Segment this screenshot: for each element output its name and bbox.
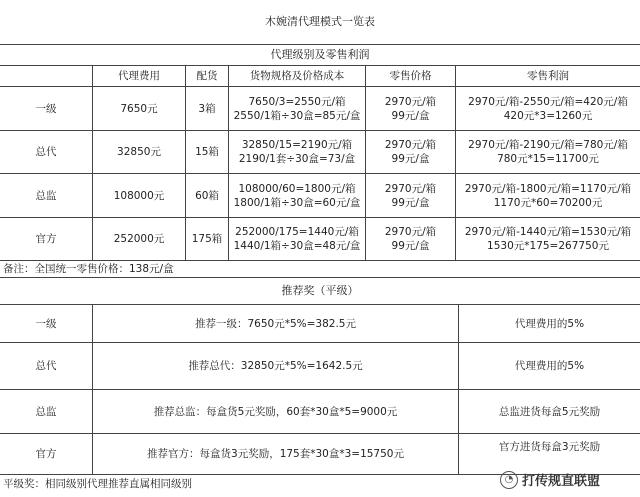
row-price-line: 2970元/箱 <box>384 182 437 195</box>
row-price-line: 2970元/箱 <box>384 226 437 238</box>
section2-title: 推荐奖（平级） <box>281 284 359 297</box>
watermark-text: 打传规直联盟 <box>522 474 601 489</box>
bonus-formula: 推荐一级：7650元*5%=382.5元 <box>195 317 356 330</box>
grid-line <box>0 65 640 66</box>
grid-line <box>365 65 366 260</box>
row-price-line: 99元/盒 <box>391 240 430 252</box>
row-profit-line: 1530元*175=267750元 <box>487 240 609 252</box>
grid-line <box>455 65 456 260</box>
row-profit-line: 420元*3=1260元 <box>503 109 593 122</box>
row-level: 一级 <box>35 102 57 115</box>
row-price-line: 2970元/箱 <box>384 139 437 151</box>
grid-line <box>0 44 640 45</box>
bonus-level: 总代 <box>35 360 57 372</box>
row-cost <box>229 87 365 130</box>
row-stock: 3箱 <box>198 102 216 115</box>
grid-line <box>0 277 640 278</box>
row-fee: 32850元 <box>117 146 161 158</box>
row-price <box>366 87 455 130</box>
bonus-desc: 官方进货每盒3元奖励 <box>498 441 601 453</box>
row-cost-line: 1800/1箱÷30盒=60元/盒 <box>233 196 361 209</box>
row-cost-line: 1440/1箱÷30盒=48元/盒 <box>233 240 361 252</box>
row-cost-line: 108000/60=1800元/箱 <box>238 182 356 195</box>
row-stock: 15箱 <box>195 146 219 158</box>
row-cost-line: 7650/3=2550元/箱 <box>248 95 346 108</box>
row-profit-line: 780元*15=11700元 <box>497 153 599 165</box>
row-fee: 108000元 <box>113 189 165 202</box>
table-title: 木婉清代理模式一览表 <box>265 15 375 28</box>
grid-line <box>92 65 93 260</box>
grid-line <box>0 130 640 131</box>
grid-line <box>0 389 640 390</box>
row-price-line: 99元/盒 <box>391 153 430 165</box>
row-cost-line: 2550/1箱÷30盒=85元/盒 <box>233 109 361 122</box>
bonus-level: 官方 <box>35 448 57 460</box>
retail-price-note: 备注：全国统一零售价格：138元/盒 <box>3 263 174 275</box>
grid-line <box>0 173 640 174</box>
row-price <box>366 131 455 173</box>
header-stock: 配货 <box>196 70 218 82</box>
row-cost <box>229 131 365 173</box>
bonus-desc: 总监进货每盒5元奖励 <box>498 405 601 418</box>
chat-bubble-icon: ◔ <box>500 471 518 489</box>
grid-line <box>92 304 93 474</box>
bonus-formula: 推荐官方：每盒货3元奖励，175套*30盒*3=15750元 <box>147 448 404 460</box>
header-fee: 代理费用 <box>118 70 160 82</box>
row-profit <box>456 131 640 173</box>
row-price <box>366 174 455 217</box>
row-price <box>366 218 455 260</box>
row-profit-line: 1170元*60=70200元 <box>493 196 603 209</box>
row-profit-line: 2970元/箱-1800元/箱=1170元/箱 <box>464 182 632 195</box>
header-cost: 货物规格及价格成本 <box>249 70 345 82</box>
grid-line <box>0 342 640 343</box>
grid-line <box>0 260 640 261</box>
row-cost <box>229 174 365 217</box>
header-profit: 零售利润 <box>527 70 569 82</box>
row-stock: 60箱 <box>195 189 219 202</box>
row-price-line: 2970元/箱 <box>384 95 437 108</box>
watermark <box>500 470 600 489</box>
bonus-level: 一级 <box>35 317 57 330</box>
bonus-desc: 代理费用的5% <box>514 317 585 330</box>
bonus-level: 总监 <box>35 405 57 418</box>
row-profit-line: 2970元/箱-2550元/箱=420元/箱 <box>468 95 628 108</box>
peer-bonus-note: 平级奖：相同级别代理推荐直属相同级别 <box>3 478 192 490</box>
row-price-line: 99元/盒 <box>391 109 430 122</box>
row-level: 总监 <box>35 189 57 202</box>
grid-line <box>458 304 459 474</box>
grid-line <box>185 65 186 260</box>
grid-line <box>0 304 640 305</box>
row-fee: 252000元 <box>113 233 165 245</box>
row-profit <box>456 218 640 260</box>
bonus-formula: 推荐总代：32850元*5%=1642.5元 <box>188 360 363 372</box>
row-cost-line: 252000/175=1440元/箱 <box>235 226 359 238</box>
row-fee: 7650元 <box>120 102 158 115</box>
row-price-line: 99元/盒 <box>391 196 430 209</box>
row-level: 官方 <box>35 233 57 245</box>
grid-line <box>0 86 640 87</box>
bonus-formula: 推荐总监：每盒货5元奖励，60套*30盒*5=9000元 <box>153 405 398 418</box>
row-profit <box>456 174 640 217</box>
bonus-desc: 代理费用的5% <box>514 360 585 372</box>
grid-line <box>0 217 640 218</box>
row-profit-line: 2970元/箱-2190元/箱=780元/箱 <box>468 139 628 151</box>
row-cost-line: 2190/1套÷30盒=73/盒 <box>238 153 356 165</box>
header-level <box>0 66 92 86</box>
row-cost <box>229 218 365 260</box>
row-cost-line: 32850/15=2190元/箱 <box>241 139 353 151</box>
row-profit-line: 2970元/箱-1440元/箱=1530元/箱 <box>464 226 632 238</box>
row-level: 总代 <box>35 146 57 158</box>
grid-line <box>228 65 229 260</box>
header-price: 零售价格 <box>389 70 432 82</box>
grid-line <box>0 433 640 434</box>
row-profit <box>456 87 640 130</box>
row-stock: 175箱 <box>191 233 223 245</box>
section1-title: 代理级别及零售利润 <box>270 48 370 61</box>
